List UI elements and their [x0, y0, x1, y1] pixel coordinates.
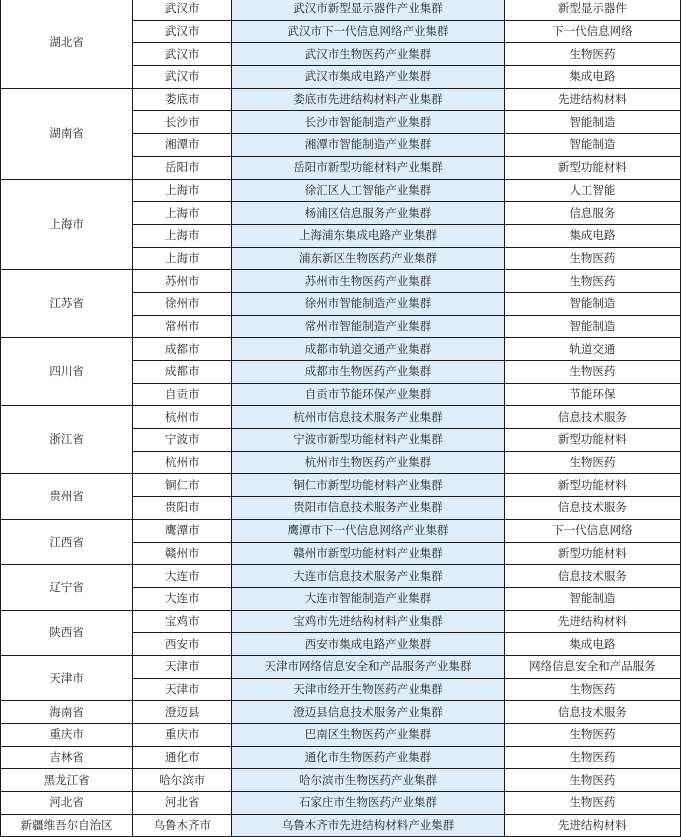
industry-cell: 新型功能材料 [504, 429, 680, 452]
city-cell: 成都市 [133, 338, 232, 361]
cluster-name-cell: 铜仁市新型功能材料产业集群 [232, 474, 504, 497]
table-row [1, 338, 681, 361]
city-cell: 哈尔滨市 [133, 769, 232, 792]
cluster-name-cell: 徐州市智能制造产业集群 [232, 292, 504, 315]
city-cell: 赣州市 [133, 542, 232, 565]
table-row [1, 746, 681, 769]
cluster-name-cell: 徐汇区人工智能产业集群 [232, 179, 504, 202]
industry-cell: 生物医药 [504, 361, 680, 384]
table-row [1, 474, 681, 497]
city-cell: 河北省 [133, 792, 232, 815]
table-row [1, 0, 681, 20]
industry-cell: 新型功能材料 [504, 542, 680, 565]
province-cell: 黑龙江省 [1, 769, 133, 792]
city-cell: 鹰潭市 [133, 519, 232, 542]
industry-cell: 先进结构材料 [504, 88, 680, 111]
province-cell: 海南省 [1, 701, 133, 724]
cluster-name-cell: 哈尔滨市生物医药产业集群 [232, 769, 504, 792]
cluster-name-cell: 天津市网络信息安全和产品服务产业集群 [232, 655, 504, 678]
industry-cell: 生物医药 [504, 746, 680, 769]
city-cell: 上海市 [133, 224, 232, 247]
industry-cell: 生物医药 [504, 43, 680, 66]
cluster-name-cell: 成都市轨道交通产业集群 [232, 338, 504, 361]
city-cell: 武汉市 [133, 20, 232, 43]
industry-cell: 先进结构材料 [504, 814, 680, 837]
province-cell: 吉林省 [1, 746, 133, 769]
industry-cell: 集成电路 [504, 633, 680, 656]
province-cell: 天津市 [1, 655, 133, 700]
city-cell: 大连市 [133, 565, 232, 588]
cluster-name-cell: 长沙市智能制造产业集群 [232, 111, 504, 134]
city-cell: 成都市 [133, 361, 232, 384]
cluster-name-cell: 武汉市下一代信息网络产业集群 [232, 20, 504, 43]
cluster-table-body [1, 0, 681, 837]
city-cell: 苏州市 [133, 270, 232, 293]
industry-cell: 新型功能材料 [504, 156, 680, 179]
cluster-name-cell: 岳阳市新型功能材料产业集群 [232, 156, 504, 179]
industry-cell: 信息技术服务 [504, 497, 680, 520]
city-cell: 宝鸡市 [133, 610, 232, 633]
industry-cell: 生物医药 [504, 678, 680, 701]
industry-cell: 网络信息安全和产品服务 [504, 655, 680, 678]
cluster-name-cell: 娄底市先进结构材料产业集群 [232, 88, 504, 111]
city-cell: 乌鲁木齐市 [133, 814, 232, 837]
industry-cell: 下一代信息网络 [504, 20, 680, 43]
table-row [1, 769, 681, 792]
city-cell: 西安市 [133, 633, 232, 656]
industry-cell: 生物医药 [504, 769, 680, 792]
table-row [1, 724, 681, 747]
industry-cell: 新型功能材料 [504, 474, 680, 497]
cluster-name-cell: 上海浦东集成电路产业集群 [232, 224, 504, 247]
industry-cell: 生物医药 [504, 247, 680, 270]
province-cell: 湖南省 [1, 88, 133, 179]
table-row [1, 519, 681, 542]
table-row [1, 610, 681, 633]
cluster-name-cell: 天津市经开生物医药产业集群 [232, 678, 504, 701]
industry-cell: 信息技术服务 [504, 406, 680, 429]
province-cell: 陕西省 [1, 610, 133, 655]
cluster-name-cell: 武汉市生物医药产业集群 [232, 43, 504, 66]
industry-cell: 集成电路 [504, 224, 680, 247]
industry-cell: 集成电路 [504, 66, 680, 89]
province-cell: 湖北省 [1, 0, 133, 88]
city-cell: 上海市 [133, 247, 232, 270]
table-row [1, 179, 681, 202]
city-cell: 铜仁市 [133, 474, 232, 497]
city-cell: 上海市 [133, 202, 232, 225]
city-cell: 宁波市 [133, 429, 232, 452]
province-cell: 江苏省 [1, 270, 133, 338]
city-cell: 自贡市 [133, 383, 232, 406]
cluster-name-cell: 赣州市新型功能材料产业集群 [232, 542, 504, 565]
cluster-name-cell: 武汉市集成电路产业集群 [232, 66, 504, 89]
industry-cell: 智能制造 [504, 587, 680, 610]
province-cell: 四川省 [1, 338, 133, 406]
table-row [1, 814, 681, 837]
city-cell: 上海市 [133, 179, 232, 202]
city-cell: 岳阳市 [133, 156, 232, 179]
industry-cell: 下一代信息网络 [504, 519, 680, 542]
cluster-name-cell: 宝鸡市先进结构材料产业集群 [232, 610, 504, 633]
industry-cell: 人工智能 [504, 179, 680, 202]
city-cell: 常州市 [133, 315, 232, 338]
city-cell: 武汉市 [133, 43, 232, 66]
industry-cell: 信息技术服务 [504, 701, 680, 724]
cluster-name-cell: 杭州市信息技术服务产业集群 [232, 406, 504, 429]
cluster-name-cell: 宁波市新型功能材料产业集群 [232, 429, 504, 452]
table-row [1, 565, 681, 588]
table-row [1, 792, 681, 815]
table-row [1, 655, 681, 678]
table-row [1, 701, 681, 724]
cluster-name-cell: 通化市生物医药产业集群 [232, 746, 504, 769]
cluster-name-cell: 杭州市生物医药产业集群 [232, 451, 504, 474]
industry-cell: 生物医药 [504, 792, 680, 815]
city-cell: 杭州市 [133, 451, 232, 474]
city-cell: 杭州市 [133, 406, 232, 429]
cluster-name-cell: 石家庄市生物医药产业集群 [232, 792, 504, 815]
province-cell: 新疆维吾尔自治区 [1, 814, 133, 837]
industry-cell: 生物医药 [504, 451, 680, 474]
industry-cell: 智能制造 [504, 134, 680, 157]
city-cell: 重庆市 [133, 724, 232, 747]
province-cell: 辽宁省 [1, 565, 133, 610]
industry-cell: 生物医药 [504, 724, 680, 747]
cluster-name-cell: 湘潭市智能制造产业集群 [232, 134, 504, 157]
industry-cell: 信息服务 [504, 202, 680, 225]
province-cell: 河北省 [1, 792, 133, 815]
city-cell: 武汉市 [133, 0, 232, 20]
cluster-name-cell: 贵阳市信息技术服务产业集群 [232, 497, 504, 520]
industry-cell: 新型显示器件 [504, 0, 680, 20]
table-row [1, 406, 681, 429]
province-cell: 贵州省 [1, 474, 133, 519]
province-cell: 上海市 [1, 179, 133, 270]
city-cell: 天津市 [133, 678, 232, 701]
city-cell: 长沙市 [133, 111, 232, 134]
industry-cell: 生物医药 [504, 270, 680, 293]
cluster-name-cell: 鹰潭市下一代信息网络产业集群 [232, 519, 504, 542]
industry-cell: 轨道交通 [504, 338, 680, 361]
city-cell: 澄迈县 [133, 701, 232, 724]
cluster-name-cell: 大连市信息技术服务产业集群 [232, 565, 504, 588]
industry-cell: 先进结构材料 [504, 610, 680, 633]
table-row [1, 88, 681, 111]
industry-cell: 智能制造 [504, 315, 680, 338]
cluster-name-cell: 浦东新区生物医药产业集群 [232, 247, 504, 270]
cluster-name-cell: 大连市智能制造产业集群 [232, 587, 504, 610]
city-cell: 通化市 [133, 746, 232, 769]
city-cell: 娄底市 [133, 88, 232, 111]
province-cell: 浙江省 [1, 406, 133, 474]
province-cell: 江西省 [1, 519, 133, 564]
industry-cell: 智能制造 [504, 111, 680, 134]
city-cell: 徐州市 [133, 292, 232, 315]
cluster-name-cell: 巴南区生物医药产业集群 [232, 724, 504, 747]
cluster-name-cell: 澄迈县信息技术服务产业集群 [232, 701, 504, 724]
cluster-name-cell: 西安市集成电路产业集群 [232, 633, 504, 656]
city-cell: 贵阳市 [133, 497, 232, 520]
cluster-name-cell: 武汉市新型显示器件产业集群 [232, 0, 504, 20]
province-cell: 重庆市 [1, 724, 133, 747]
city-cell: 湘潭市 [133, 134, 232, 157]
cluster-name-cell: 苏州市生物医药产业集群 [232, 270, 504, 293]
cluster-name-cell: 自贡市节能环保产业集群 [232, 383, 504, 406]
city-cell: 武汉市 [133, 66, 232, 89]
industry-cell: 信息技术服务 [504, 565, 680, 588]
industry-cell: 智能制造 [504, 292, 680, 315]
table-row [1, 270, 681, 293]
city-cell: 天津市 [133, 655, 232, 678]
cluster-name-cell: 乌鲁木齐市先进结构材料产业集群 [232, 814, 504, 837]
cluster-name-cell: 杨浦区信息服务产业集群 [232, 202, 504, 225]
cluster-name-cell: 常州市智能制造产业集群 [232, 315, 504, 338]
city-cell: 大连市 [133, 587, 232, 610]
industry-cell: 节能环保 [504, 383, 680, 406]
cluster-name-cell: 成都市生物医药产业集群 [232, 361, 504, 384]
